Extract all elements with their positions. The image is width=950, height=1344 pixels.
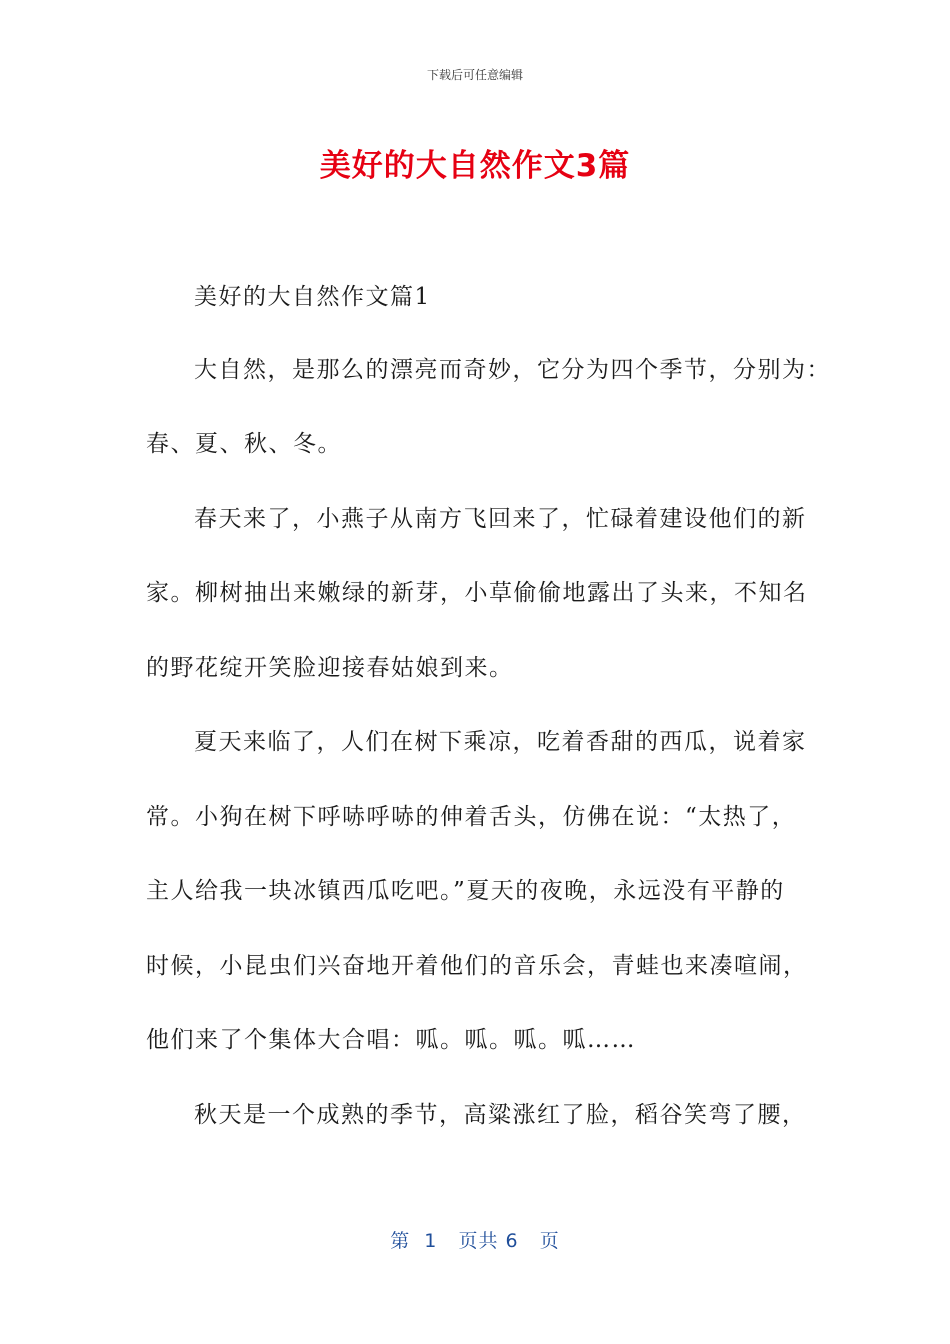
page-number: 第 1 页共 6 页 — [390, 1230, 560, 1252]
paragraph-line: 常。小狗在树下呼哧呼哧的伸着舌头，仿佛在说：“太热了， — [146, 804, 797, 830]
document-title: 美好的大自然作文3篇 — [319, 148, 631, 184]
paragraph-line: 的野花绽开笑脸迎接春姑娘到来。 — [146, 655, 514, 681]
paragraph-line: 春天来了，小燕子从南方飞回来了，忙碌着建设他们的新 — [194, 506, 807, 532]
paragraph-line: 时候，小昆虫们兴奋地开着他们的音乐会，青蛙也来凑喧闹， — [146, 953, 808, 979]
paragraph-line: 家。柳树抽出来嫩绿的新芽，小草偷偷地露出了头来，不知名 — [146, 580, 808, 606]
paragraph-line: 夏天来临了，人们在树下乘凉，吃着香甜的西瓜，说着家 — [194, 729, 807, 755]
paragraph-line: 春、夏、秋、冬。 — [146, 431, 342, 457]
paragraph-line: 大自然，是那么的漂亮而奇妙，它分为四个季节，分别为： — [194, 357, 831, 383]
paragraph-line: 秋天是一个成熟的季节，高粱涨红了脸，稻谷笑弯了腰， — [194, 1102, 807, 1128]
section-heading: 美好的大自然作文篇1 — [194, 284, 431, 310]
paragraph-line: 他们来了个集体大合唱：呱。呱。呱。呱…… — [146, 1027, 636, 1053]
paragraph-line: 主人给我一块冰镇西瓜吃吧。”夏天的夜晚，永远没有平静的 — [146, 878, 785, 904]
header-note: 下载后可任意编辑 — [426, 68, 523, 82]
